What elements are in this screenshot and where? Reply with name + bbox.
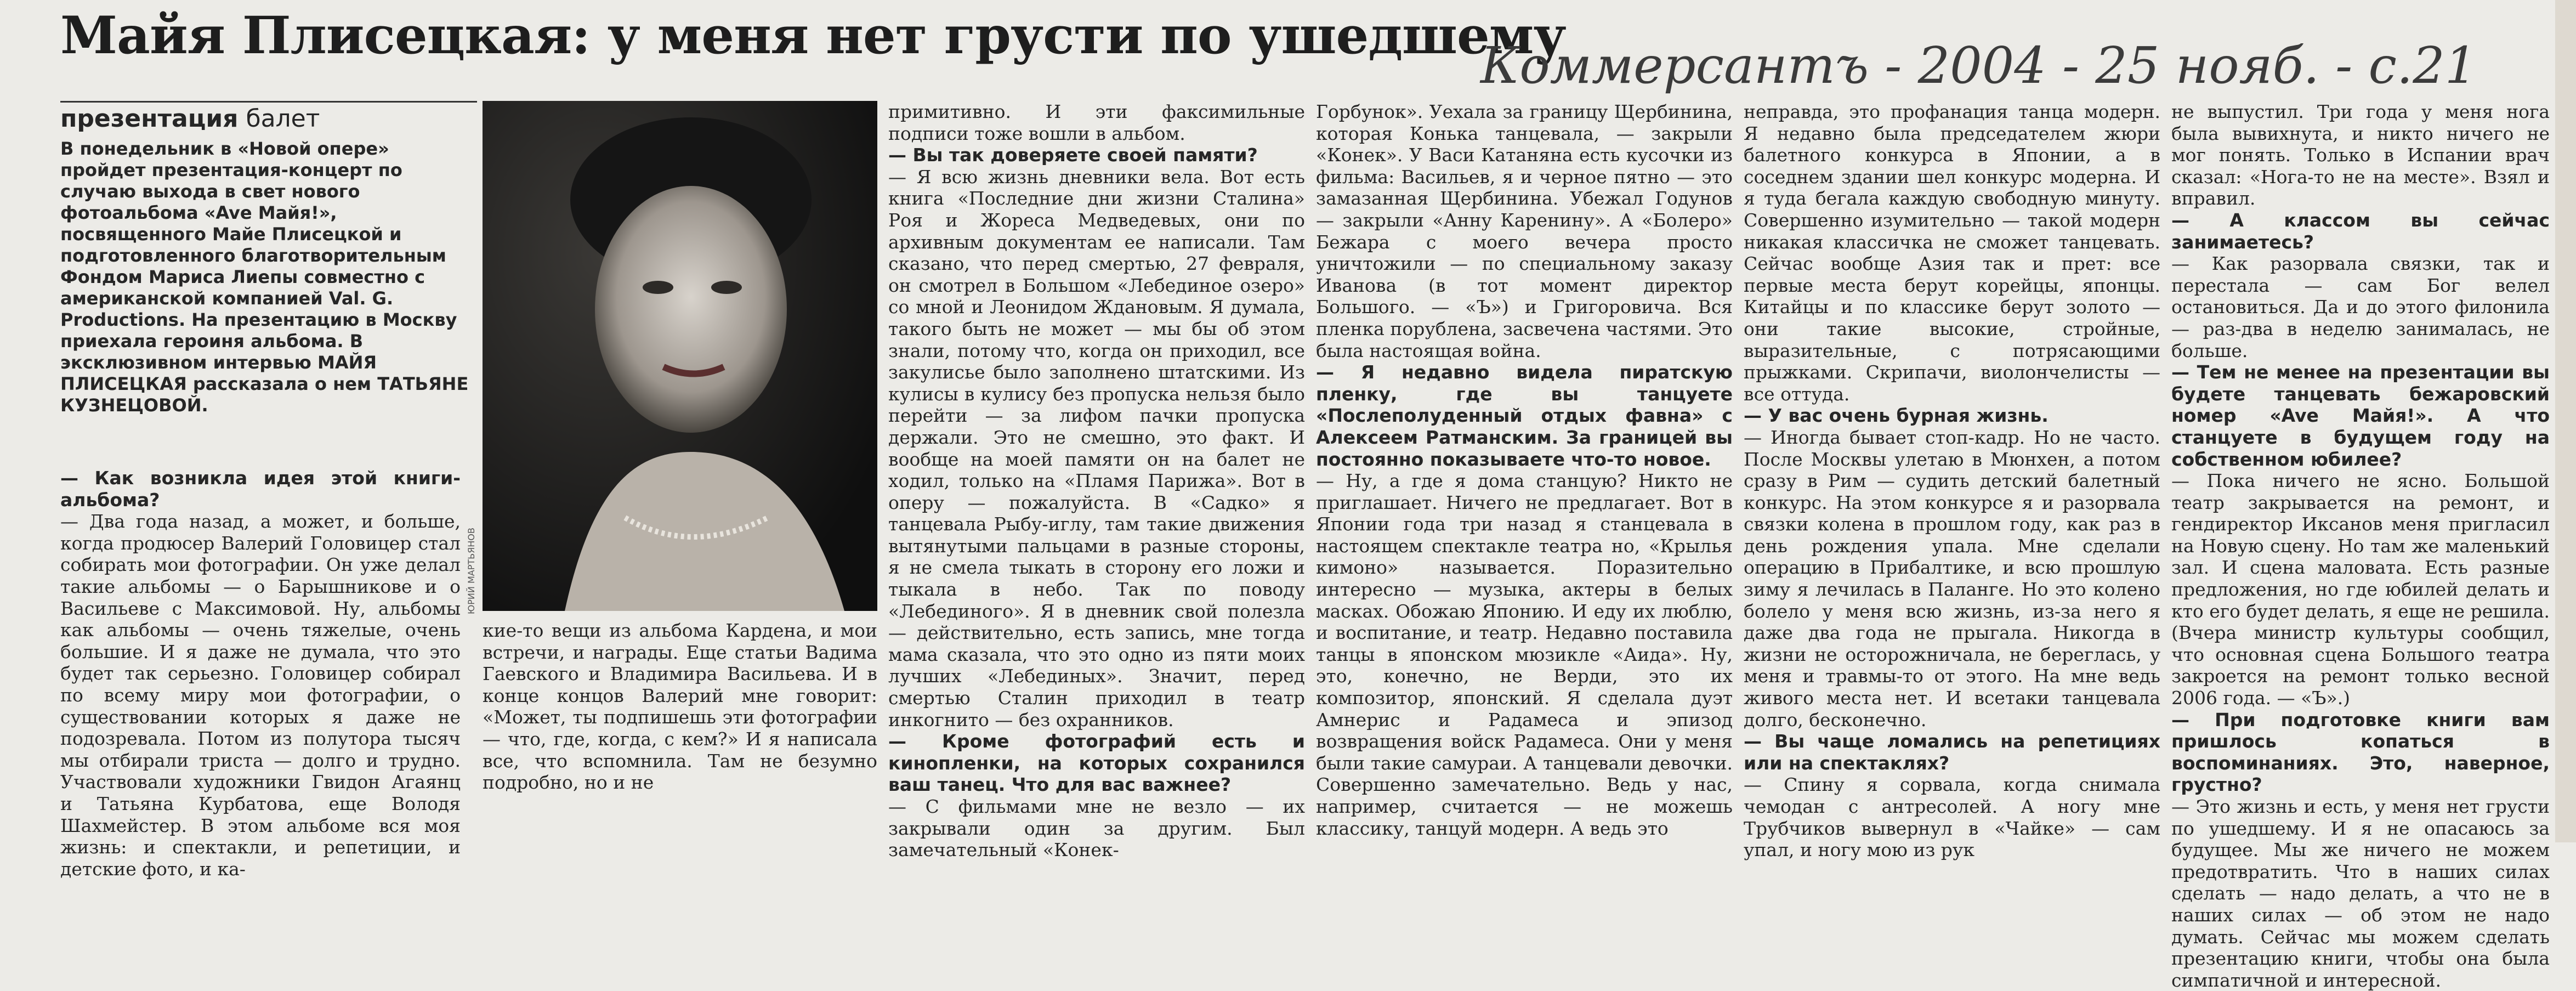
page-margin: [2555, 0, 2576, 842]
portrait-photo: [483, 101, 877, 611]
answer-5: — Иногда бывает стоп-кадр. Но не часто. После Москвы улетаю в Мюнхен, а потом сразу в Рим — судить детский балетный конкурс. На этом конкурсе я и разорвала связки колена в прошлом году, как раз в день рождения упала. Мне сделали операцию в Прибалтике, и всю прошлую зиму я лечилась в Паланге. Но это колено болело у меня всю жизнь, из-за него я даже два года не прыгала. Никогда в жизни не осторожничала, не береглась, у меня и травмы-то от этого. На мне ведь живого места нет. И всетаки танцевала долго, бесконечно.: [1744, 426, 2160, 730]
answer-1-continued: кие-то вещи из альбома Кардена, и мои встречи, и награды. Еще статьи Вадима Гаевского и Владимира Васильева. И в конце концов Валерий мне говорит: «Может, ты подпишешь эти фотографии — что, где, когда, с кем?» И я написала все, что вспомнила. Там не безумно подробно, но и не: [483, 620, 877, 794]
answer-2: — Я всю жизнь дневники вела. Вот есть книга «Последние дни жизни Сталина» Роя и Жореса Медведевых, они по архивным документам ее написали. Там сказано, что перед смертью, 27 февраля, он смотрел в Большом «Лебединое озеро» со мной и Леонидом Ждановым. Я думала, такого быть не может — мы бы об этом знали, потому что, когда он приходил, все закулисье было заполнено штатскими. Из кулисы в кулису без пропуска нельзя было перейти — за лифом пачки пропуска держали. Это не смешно, это факт. И вообще на моей памяти он на балет не ходил, только на «Пламя Парижа». Вот в оперу — пожалуйста. В «Садко» я танцевала Рыбу-иглу, там такие движения вытянутыми пальцами в разные стороны, я не смела тыкать в сторону его ложи и тыкала в небо. Так по поводу «Лебединого». Я в дневник свой полезла — действительно, есть запись, мне тогда мама сказала, что это одно из пяти моих лучших «Лебединых». Значит, перед смертью Сталин приходил в театр инкогнито — без охранников.: [888, 166, 1305, 730]
answer-8: — Пока ничего не ясно. Большой театр закрывается на ремонт, и гендиректор Иксанов меня пригласил на Новую сцену. Но там же маленький зал. И сцена маловата. Есть разные предложения, но где юбилей делать и кто его будет делать, я еще не решила. (Вчера министр культуры сообщил, что основная сцена Большого театра закроется на ремонт только весной 2006 года. — «Ъ».): [2171, 470, 2550, 709]
column-6: [2171, 101, 2550, 991]
question-9: — При подготовке книги вам пришлось копаться в воспоминаниях. Это, наверное, грустно?: [2171, 709, 2550, 796]
column-3: [888, 101, 1305, 861]
answer-9: — Это жизнь и есть, у меня нет грусти по ушедшему. И я не опасаюсь за будущее. Мы же ничего не можем предотвратить. Что в наших силах сделать — надо делать, а что не в наших силах — об этом не надо думать. Сейчас мы можем сделать презентацию книги, чтобы она была симпатичной и интересной.: [2171, 796, 2550, 991]
headline: Майя Плисецкая: у меня нет грусти по ушедшему: [60, 5, 1566, 66]
question-5: — У вас очень бурная жизнь.: [1744, 405, 2049, 427]
answer-6-continued: не выпустил. Три года у меня нога была вывихнута, и никто ничего не мог понять. Только в Испании врач сказал: «Нога-то не на месте». Взял и вправил.: [2171, 101, 2550, 209]
lead-paragraph: В понедельник в «Новой опере» пройдет презентация-концерт по случаю выхода в свет нового фотоальбома «Ave Майя!», посвященного Майе Плисецкой и подготовленного благотворительным Фондом Мариса Лиепы совместно с американской компанией Val. G. Productions. На презентацию в Москву приехала героиня альбома. В эксклюзивном интервью МАЙЯ ПЛИСЕЦКАЯ рассказала о нем ТАТЬЯНЕ КУЗНЕЦОВОЙ.: [60, 138, 469, 416]
answer-4: — Ну, а где я дома станцую? Никто не приглашает. Ничего не предлагает. Вот в Японии года три назад я станцевала в настоящем спектакле театра но, «Крылья кимоно» называется. Поразительно интересно — музыка, актеры в белых масках. Обожаю Японию. И еду их люблю, и воспитание, и театр. Недавно поставила танцы в японском мюзикле «Аида». Ну, это, конечно, не Верди, это их композитор, японский. Я сделала дуэт Амнерис и Радамеса и эпизод возвращения войск Радамеса. Они у меня были такие самураи. А танцевали девочки. Совершенно замечательно. Ведь у нас, например, считается — не можешь классику, танцуй модерн. А ведь это: [1316, 470, 1733, 839]
question-3: — Кроме фотографий есть и кинопленки, на которых сохранился ваш танец. Что для вас важнее?: [888, 730, 1305, 796]
answer-3-continued: Горбунок». Уехала за границу Щербинина, которая Конька танцевала, — закрыли «Конек». У Васи Катаняна есть кусочки из фильма: Васильев, я и черное пятно — это замазанная Щербинина. Убежал Годунов — закрыли «Анну Каренину». А «Болеро» Бежара с моего вечера просто уничтожили — по специальному заказу Иванова (в тот момент директор Большого. — «Ъ») и Григоровича. Вся пленка порублена, засвечена частями. Это была настоящая война.: [1316, 101, 1733, 361]
answer-3: — С фильмами мне не везло — их закрывали один за другим. Был замечательный «Конек-: [888, 796, 1305, 861]
answer-6: — Спину я сорвала, когда снимала чемодан с антресолей. А ногу мне Трубчиков вывернул в «Чайке» — сам упал, и ногу мою из рук: [1744, 774, 2160, 861]
question-1: — Как возникла идея этой книги-альбома?: [60, 467, 461, 511]
handwritten-note: Коммерсантъ - 2004 - 25 нояб. - с.21: [1480, 36, 2477, 95]
question-4: — Я недавно видела пиратскую пленку, где вы танцуете «Послеполуденный отдых фавна» с Алексеем Ратманским. За границей вы постоянно показываете что-то новое.: [1316, 361, 1733, 470]
rubric-section: презентация: [60, 105, 239, 133]
photo-credit: ЮРИЙ МАРТЬЯНОВ: [466, 528, 476, 614]
rubric-subsection: балет: [246, 105, 320, 133]
column-5: [1744, 101, 2160, 861]
question-8: — Тем не менее на презентации вы будете танцевать бежаровский номер «Ave Майя!». А что станцуете в будущем году на собственном юбилее?: [2171, 361, 2550, 470]
answer-4-continued: неправда, это профанация танца модерн. Я недавно была председателем жюри балетного конкурса в Японии, а в соседнем здании шел конкурс модерна. И я туда бегала каждую свободную минуту. Совершенно изумительно — такой модерн никакая классичка не сможет танцевать. Сейчас вообще Азия так и прет: все первые места берут корейцы, японцы. Китайцы и по классике берут золото — они такие высокие, стройные, выразительные, с потрясающими прыжками. Скрипачи, виолончелисты — все оттуда.: [1744, 101, 2160, 405]
column-4: [1316, 101, 1733, 842]
rubric: [60, 101, 477, 135]
answer-1-end: примитивно. И эти факсимильные подписи тоже вошли в альбом.: [888, 101, 1305, 144]
question-7: — А классом вы сейчас занимаетесь?: [2171, 209, 2550, 253]
answer-7: — Как разорвала связки, так и перестала — сам Бог велел остановиться. Да и до этого филонила — раз-два в неделю занималась, не больше.: [2171, 253, 2550, 361]
column-1: [60, 467, 461, 880]
column-2: [483, 620, 877, 842]
answer-1: — Два года назад, а может, и больше, когда продюсер Валерий Головицер стал собирать мои фотографии. Он уже делал такие альбомы — о Барышникове и о Васильеве с Максимовой. Ну, альбомы как альбомы — очень тяжелые, очень большие. И я даже не думала, что это будет так серьезно. Головицер собирал по всему миру мои фотографии, о существовании которых я даже не подозревала. Потом из полутора тысяч мы отбирали триста — долго и трудно. Участвовали художники Гвидон Агаянц и Татьяна Курбатова, еще Володя Шахмейстер. В этом альбоме вся моя жизнь: и спектакли, и репетиции, и детские фото, и ка-: [60, 511, 461, 880]
question-6: — Вы чаще ломались на репетициях или на спектаклях?: [1744, 730, 2160, 774]
question-2: — Вы так доверяете своей памяти?: [888, 144, 1258, 166]
